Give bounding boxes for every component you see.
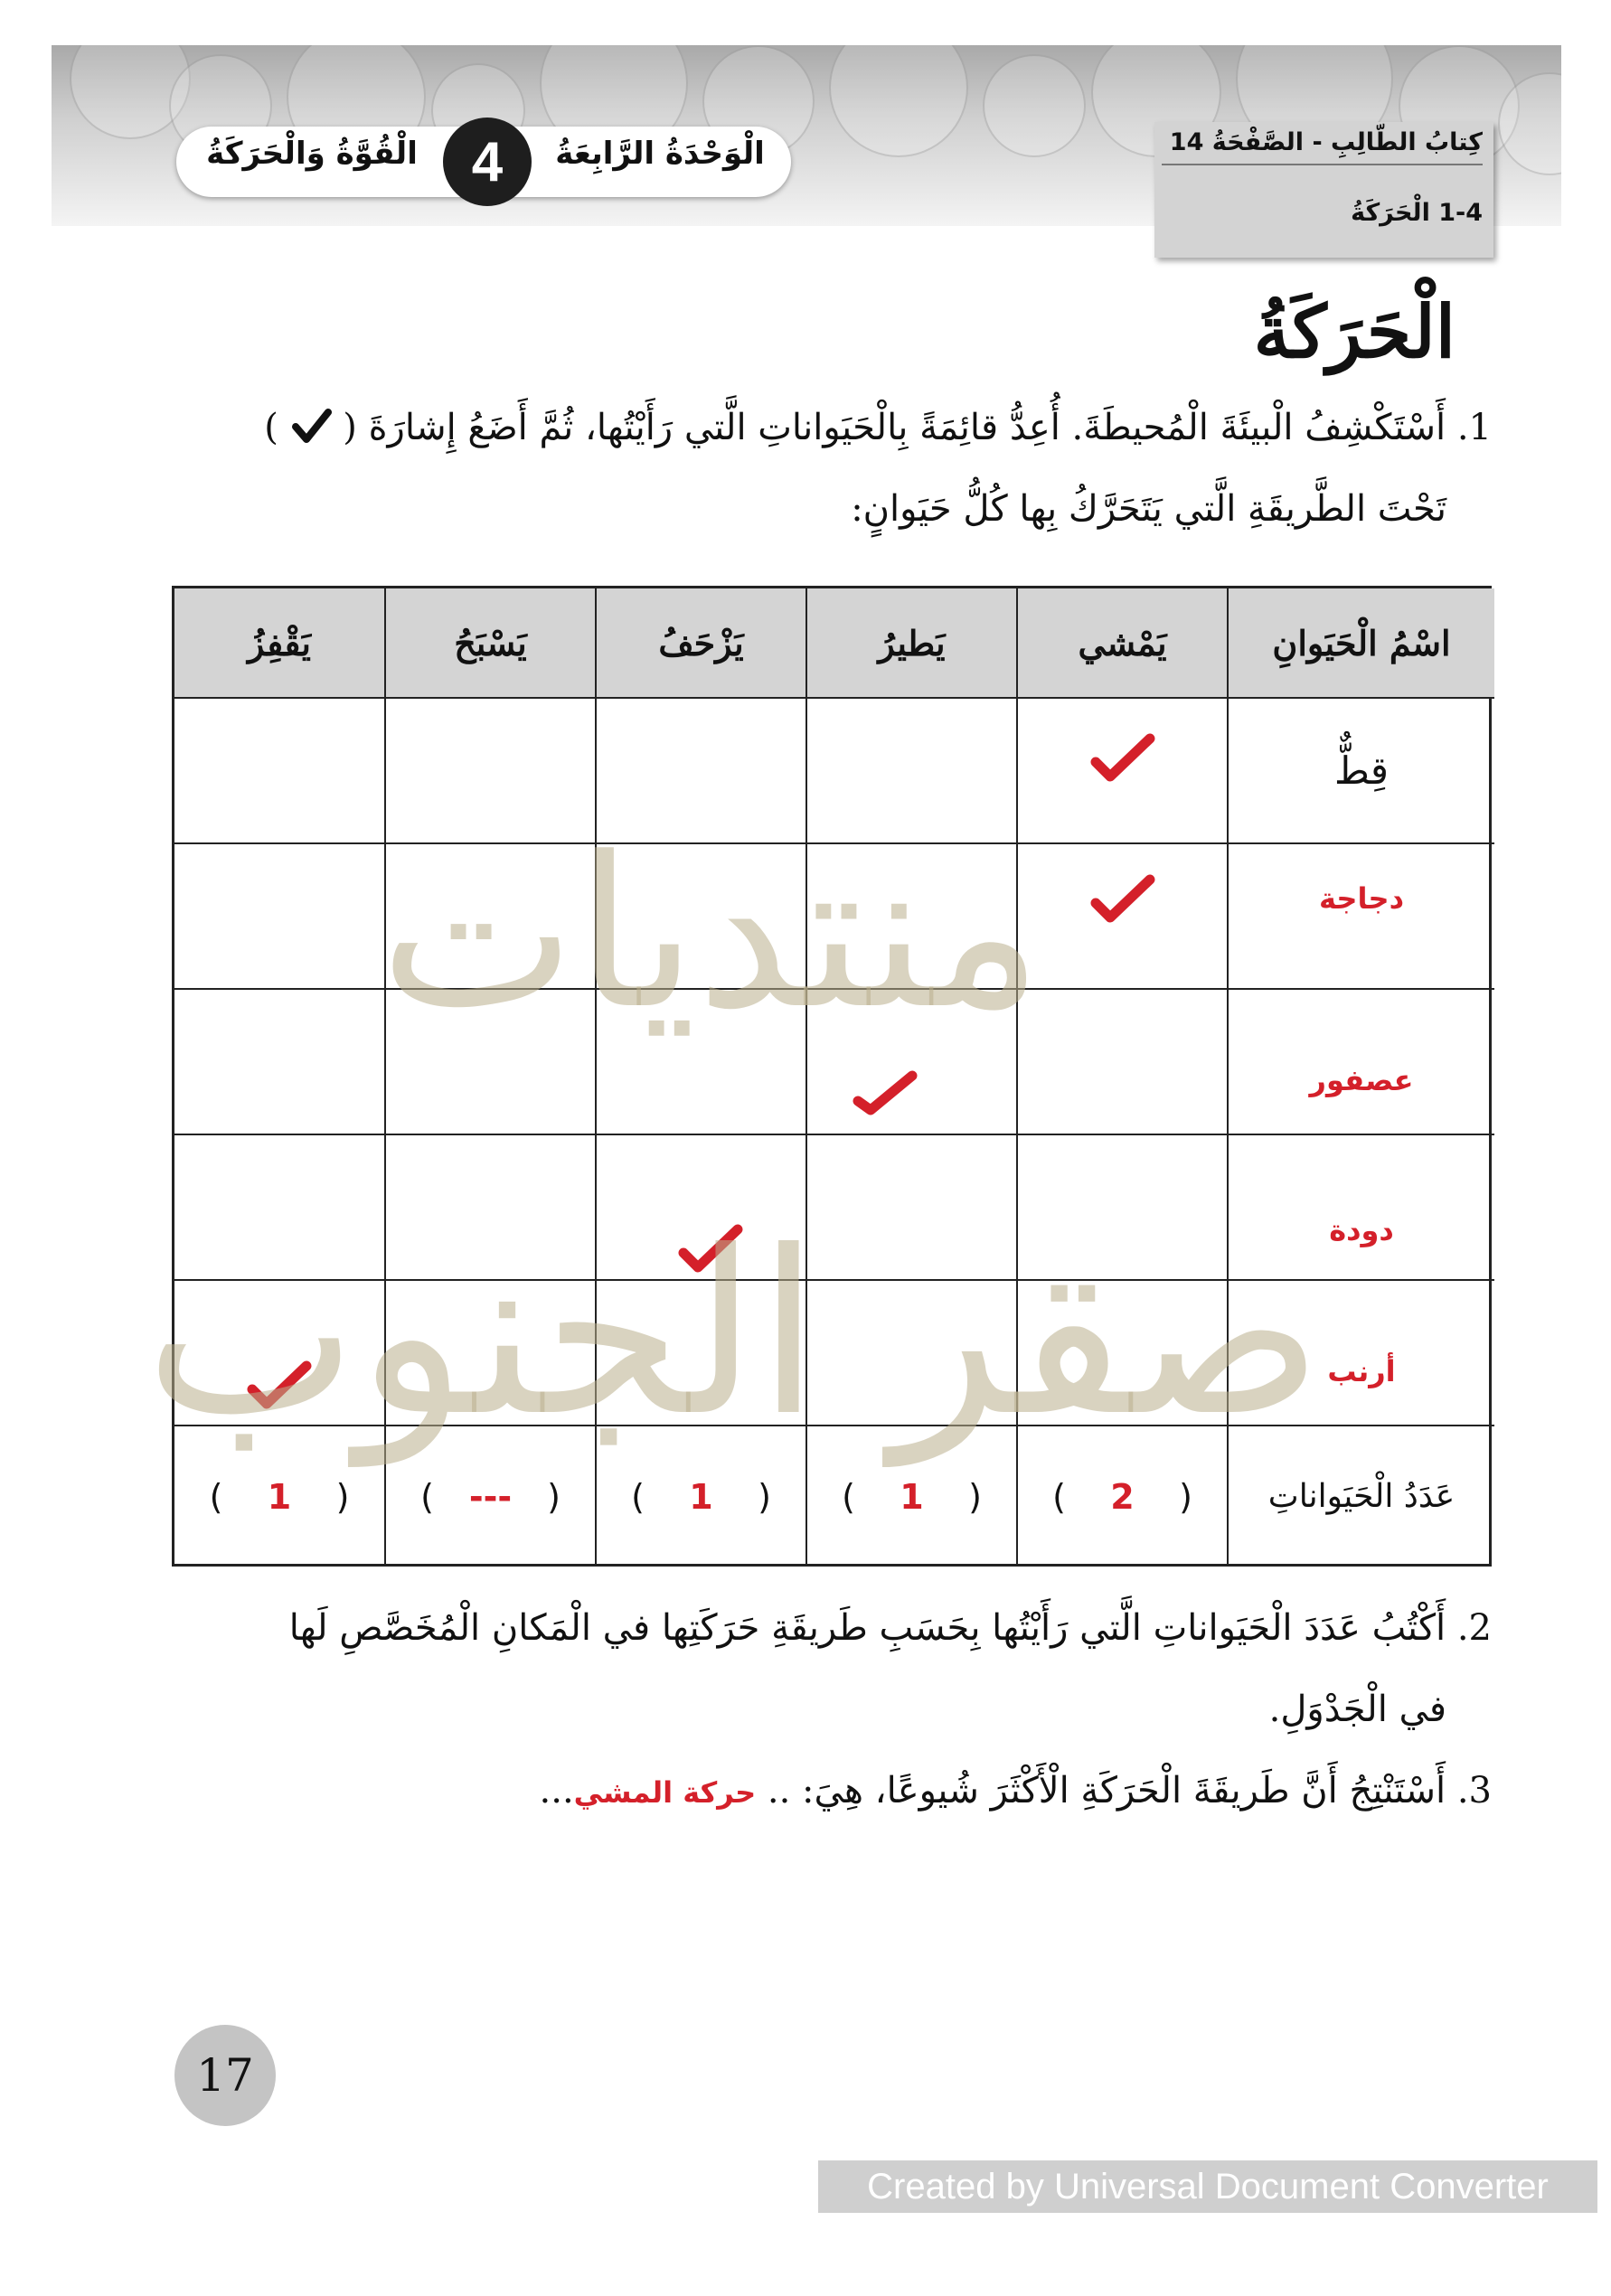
header-animal-name: اسْمُ الْحَيَوانِ	[1227, 588, 1494, 697]
question-1-line-2: تَحْتَ الطَّريقَةِ الَّتي يَتَحَرَّكُ بِها كُلُّ حَيَوانٍ:	[851, 488, 1446, 530]
animal-name: دودة	[1329, 1212, 1394, 1247]
count-group	[386, 1477, 595, 1517]
unit-label: الْوَحْدَةُ الرَّابِعَةُ	[555, 136, 765, 172]
paren-open: (	[335, 1476, 350, 1517]
header-crawl: يَزْحَفُ	[595, 588, 806, 697]
paren-close: )	[420, 1476, 434, 1517]
fly-count: 1	[900, 1476, 924, 1517]
question-3	[398, 1770, 1492, 1811]
count-label: عَدَدُ الْحَيَواناتِ	[1267, 1478, 1456, 1515]
animal-name: أرنب	[1327, 1353, 1396, 1388]
checkmark-icon	[290, 405, 332, 447]
animal-name-cell	[1227, 988, 1494, 1134]
unit-topic: الْقُوَّةُ وَالْحَرَكَةُ	[206, 136, 418, 172]
paren-close: )	[631, 1476, 645, 1517]
lesson-reference: 1-4 الْحَرَكَةُ	[1351, 199, 1483, 227]
question-1-paren: )	[264, 407, 278, 448]
paren-open: (	[547, 1476, 561, 1517]
jump-cell	[174, 697, 384, 842]
question-3-text: 3. أَسْتَنْتِجُ أَنَّ طَريقَةَ الْحَرَكَةِ الْأَكْثَرَ شُيوعًا، هِيَ: ..	[767, 1770, 1492, 1811]
jump-cell	[174, 842, 384, 988]
count-group	[597, 1477, 806, 1517]
header-jump: يَقْفِزُ	[174, 588, 384, 697]
decor-bubble	[829, 45, 968, 157]
question-2-line-2: في الْجَدْوَلِ.	[1268, 1689, 1446, 1730]
jump-count: 1	[267, 1476, 292, 1517]
question-2-line-1: 2. أَكْتُبُ عَدَدَ الْحَيَواناتِ الَّتي رَأَيْتُها بِحَسَبِ طَريقَةِ حَرَكَتِها في الْمَكانِ الْمُخَصَّصِ لَها	[288, 1607, 1492, 1649]
count-group	[174, 1477, 384, 1517]
walk-cell	[1016, 842, 1227, 988]
watermark-line-2: صقر الجنوب	[145, 1202, 1324, 1465]
count-group	[1018, 1477, 1227, 1517]
decor-bubble	[983, 54, 1086, 157]
paren-open: (	[758, 1476, 771, 1517]
paren-open: (	[1179, 1476, 1192, 1517]
animal-name-cell	[1227, 842, 1494, 988]
question-1-line-1	[163, 405, 1492, 448]
question-3-answer: حركة المشي	[573, 1775, 757, 1810]
book-page-reference: كِتابُ الطّالِبِ - الصَّفْحَةُ 14	[1162, 128, 1483, 165]
header-fly: يَطيرُ	[806, 588, 1016, 697]
red-checkmark-icon	[851, 1061, 919, 1117]
page-number: 17	[174, 2025, 276, 2126]
header-swim: يَسْبَحُ	[384, 588, 595, 697]
header-walk: يَمْشي	[1016, 588, 1227, 697]
jump-cell	[174, 988, 384, 1134]
question-3-dots: ...	[539, 1770, 574, 1811]
count-group	[807, 1477, 1016, 1517]
paren-close: )	[1052, 1476, 1066, 1517]
walk-cell	[1016, 988, 1227, 1134]
crawl-count: 1	[689, 1476, 713, 1517]
animal-name: عصفور	[1309, 1062, 1414, 1097]
question-1-text: 1. أَسْتَكْشِفُ الْبيئَةَ الْمُحيطَةَ. أُعِدُّ قائِمَةً بِالْحَيَواناتِ الَّتي رَأَيْتُها، ثُمَّ أَضَعُ إِشارَةَ (	[343, 407, 1492, 448]
paren-close: )	[209, 1476, 223, 1517]
red-checkmark-icon	[1088, 870, 1157, 927]
animal-name: قِطٌّ	[1334, 748, 1389, 793]
paren-open: (	[968, 1476, 982, 1517]
paren-close: )	[842, 1476, 855, 1517]
animal-name: دجاجة	[1319, 880, 1404, 916]
watermark-line-1: منتديات	[380, 814, 1043, 1055]
walk-cell	[1016, 697, 1227, 842]
walk-count: 2	[1110, 1476, 1135, 1517]
animal-name-cell	[1227, 697, 1494, 842]
table-header-row	[174, 588, 1489, 697]
converter-note: Created by Universal Document Converter	[818, 2160, 1597, 2213]
page-title: الْحَرَكَةُ	[1253, 289, 1456, 374]
swim-count: ---	[468, 1476, 513, 1517]
red-checkmark-icon	[1088, 729, 1157, 786]
unit-number-badge: 4	[443, 118, 532, 206]
